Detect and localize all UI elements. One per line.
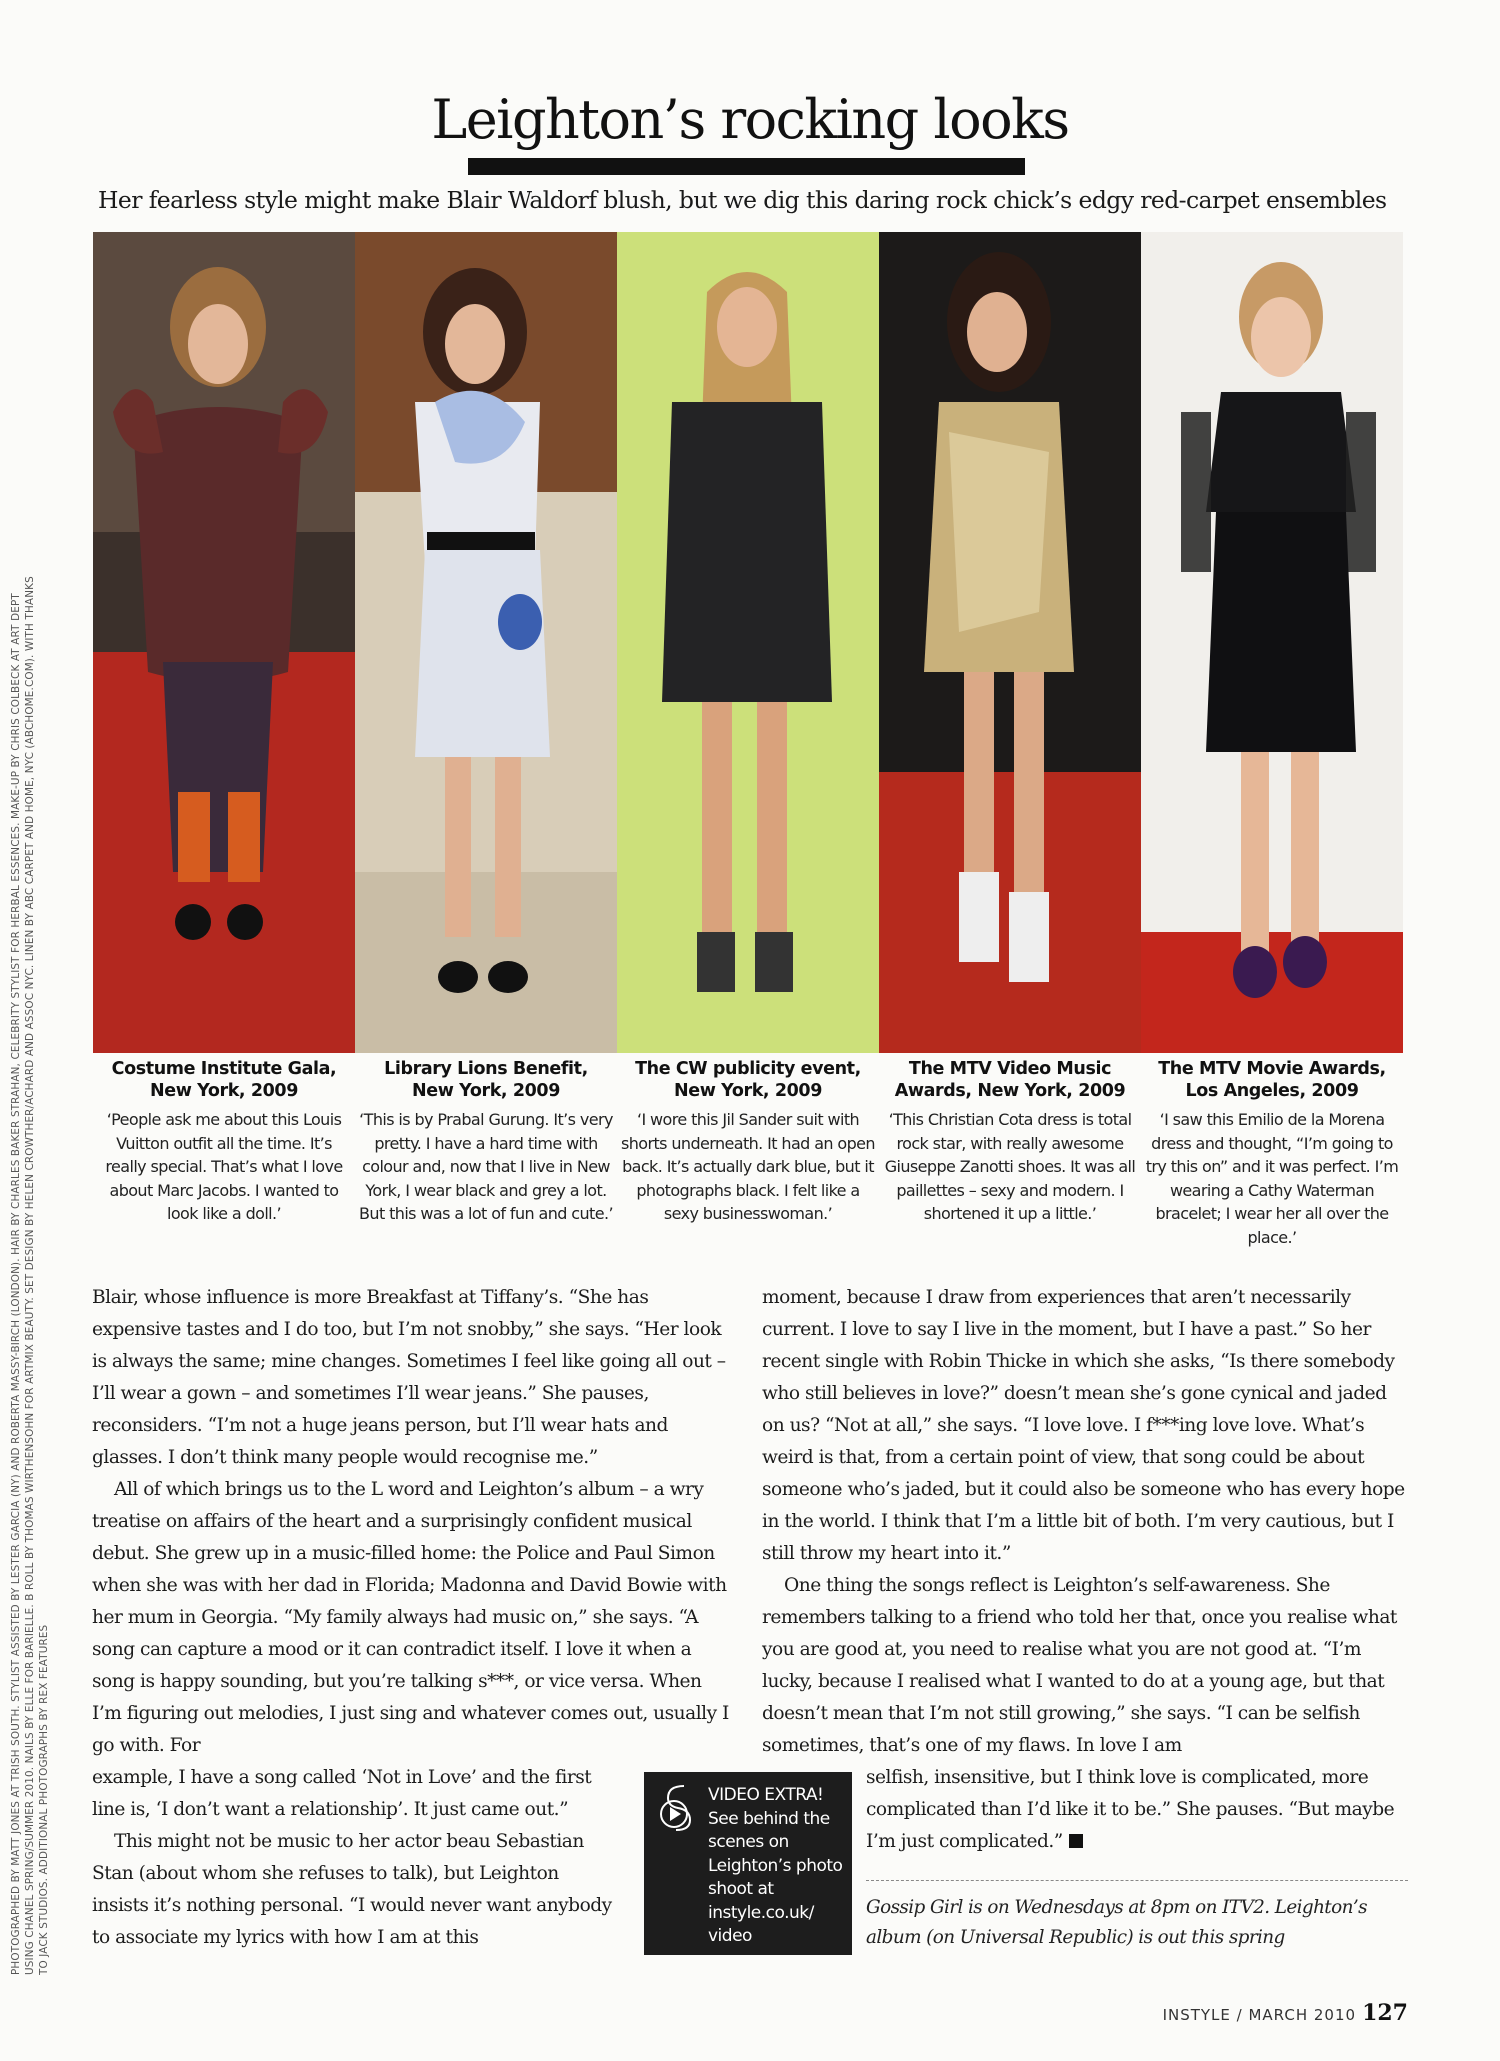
photo-library-lions-benefit [355, 232, 617, 1053]
page-number: 127 [1362, 2000, 1408, 2026]
caption-look-4 [879, 1058, 1141, 1226]
caption-look-1 [93, 1058, 355, 1226]
article-column-left [92, 1282, 732, 1954]
caption-event: The MTV Video Music [908, 1059, 1112, 1079]
caption-location: New York, 2009 [674, 1081, 822, 1101]
caption-quote: ‘This is by Prabal Gurung. It’s very pretty. I have a hard time with colour and, now that I live in New York, I wear black and grey a lot. But this was a lot of fun and cute.’ [359, 1110, 613, 1223]
video-play-icon [654, 1780, 700, 1834]
video-extra-text [708, 1784, 848, 1949]
caption-title [355, 1058, 617, 1102]
article-paragraph: moment, because I draw from experiences that aren’t necessarily current. I love to say I live in the moment, but I have a past.” So her recent single with Robin Thicke in which she asks, “Is there somebody who still believes in love?” doesn’t mean she’s gone cynical and jaded on us? “Not at all,” she says. “I love love. I f***ing love love. What’s weird is that, from a certain point of view, that song could be about someone who’s jaded, but it could also be someone who has every hope in the world. I think that I’m a little bit of both. I’m very cautious, but I still throw my heart into it.” [762, 1287, 1405, 1564]
caption-look-2 [355, 1058, 617, 1226]
article-paragraph: example, I have a song called ‘Not in Love’ and the first line is, ‘I don’t want a relationship’. It just came out.” [92, 1767, 592, 1820]
photo-mtv-video-music-awards [879, 232, 1141, 1053]
caption-event: Costume Institute Gala, [111, 1059, 337, 1079]
article-paragraph: Blair, whose influence is more Breakfast at Tiffany’s. “She has expensive tastes and I do too, but I’m not snobby,” she says. “Her look is always the same; mine changes. Sometimes I feel like going all out – I’ll wear a gown – and sometimes I’ll wear jeans.” She pauses, reconsiders. “I’m not a huge jeans person, but I’ll wear hats and glasses. I don’t think many people would recognise me.” [92, 1287, 726, 1468]
article-text: selfish, insensitive, but I think love is complicated, more complicated than I’d like it to be.” She pauses. “But maybe I’m just complicated.” [866, 1767, 1395, 1852]
credit-line: TO JACK STUDIOS. ADDITIONAL PHOTOGRAPHS BY REX FEATURES [38, 1624, 50, 1975]
caption-title [879, 1058, 1141, 1102]
article-paragraph: One thing the songs reflect is Leighton’s self-awareness. She remembers talking to a friend who told her that, once you realise what you are good at, you need to realise what you are not good at. “I’m lucky, because I realised what I wanted to do at a young age, but that doesn’t mean that I’m not still growing,” she says. “I can be selfish sometimes, that’s one of my flaws. In love I am [762, 1575, 1397, 1756]
caption-quote: ‘I wore this Jil Sander suit with shorts underneath. It had an open back. It’s actually dark blue, but it photographs black. I felt like a sexy businesswoman.’ [621, 1110, 875, 1223]
caption-quote: ‘This Christian Cota dress is total rock star, with really awesome Giuseppe Zanotti shoes. It was all paillettes – sexy and modern. I shortened it up a little.’ [884, 1110, 1136, 1223]
footnote-divider [866, 1880, 1408, 1881]
magazine-issue: INSTYLE / MARCH 2010 [1162, 2006, 1357, 2024]
caption-location: New York, 2009 [150, 1081, 298, 1101]
caption-title [93, 1058, 355, 1102]
photo-mtv-movie-awards [1141, 232, 1403, 1053]
caption-look-3 [617, 1058, 879, 1226]
caption-title [1141, 1058, 1403, 1102]
page-footer [1163, 2000, 1408, 2026]
video-extra-description: See behind the scenes on Leighton’s photo shoot at instyle.co.uk/ video [708, 1808, 843, 1946]
title-underline-bar [468, 158, 1025, 175]
photo-cw-publicity-event [617, 232, 879, 1053]
standfirst: Her fearless style might make Blair Waldorf blush, but we dig this daring rock chick’s edgy red-carpet ensembles [98, 186, 1387, 214]
page-title: Leighton’s rocking looks [431, 88, 1069, 151]
caption-title [617, 1058, 879, 1102]
credit-line: USING CHANEL SPRING/SUMMER 2010. NAILS BY ELLE FOR BARIELLE. B ROLL BY THOMAS WIRTHENSOHN FOR ARTMIX BEAUTY. SET DESIGN BY HELEN CROWTHER/ACHARD AND ASSOC NYC. LINEN BY ABC CARPET AND HOME, NYC (ABCHOME.COM). WITH THANKS [24, 576, 36, 1975]
caption-event: Library Lions Benefit, [384, 1059, 588, 1079]
end-of-article-mark [1069, 1834, 1083, 1848]
article-column-right [762, 1282, 1410, 1858]
photo-credits [4, 205, 50, 1975]
video-extra-title: VIDEO EXTRA! [708, 1785, 824, 1805]
article-paragraph: All of which brings us to the L word and Leighton’s album – a wry treatise on affairs of the heart and a surprisingly confident musical debut. She grew up in a music-filled home: the Police and Paul Simon when she was with her dad in Florida; Madonna and David Bowie with her mum in Georgia. “My family always had music on,” she says. “A song can capture a mood or it can contradict itself. I love it when a song is happy sounding, but you’re talking s***, or vice versa. When I’m figuring out melodies, I just sing and whatever comes out, usually I go with. For [92, 1479, 729, 1756]
caption-location: Awards, New York, 2009 [894, 1081, 1126, 1101]
broadcast-footnote: Gossip Girl is on Wednesdays at 8pm on ITV2. Leighton’s album (on Universal Republic) is out this spring [866, 1897, 1367, 1948]
caption-event: The MTV Movie Awards, [1158, 1059, 1386, 1079]
article-paragraph-end [866, 1762, 1426, 1858]
caption-location: New York, 2009 [412, 1081, 560, 1101]
caption-quote: ‘People ask me about this Louis Vuitton outfit all the time. It’s really special. That’s what I love about Marc Jacobs. I wanted to look like a doll.’ [105, 1110, 343, 1223]
caption-event: The CW publicity event, [635, 1059, 861, 1079]
caption-location: Los Angeles, 2009 [1185, 1081, 1359, 1101]
photo-costume-institute-gala [93, 232, 355, 1053]
caption-quote: ‘I saw this Emilio de la Morena dress and thought, “I’m going to try this on” and it was perfect. I’m wearing a Cathy Waterman bracelet; I wear her all over the place.’ [1145, 1110, 1399, 1247]
caption-look-5 [1141, 1058, 1403, 1249]
video-extra-box[interactable] [644, 1772, 852, 1955]
article-paragraph: This might not be music to her actor beau Sebastian Stan (about whom she refuses to talk), but Leighton insists it’s nothing personal. “I would never want anybody to associate my lyrics with how I am at this [92, 1831, 612, 1948]
credit-line: PHOTOGRAPHED BY MATT JONES AT TRISH SOUTH. STYLIST ASSISTED BY LESTER GARCIA (NY) AND ROBERTA MASSY-BIRCH (LONDON). HAIR BY CHARLES BAKER STRAHAN, CELEBRITY STYLIST FOR HERBAL ESSENCES. MAKE-UP BY CHRIS COLBECK AT ART DEPT [10, 593, 22, 1975]
